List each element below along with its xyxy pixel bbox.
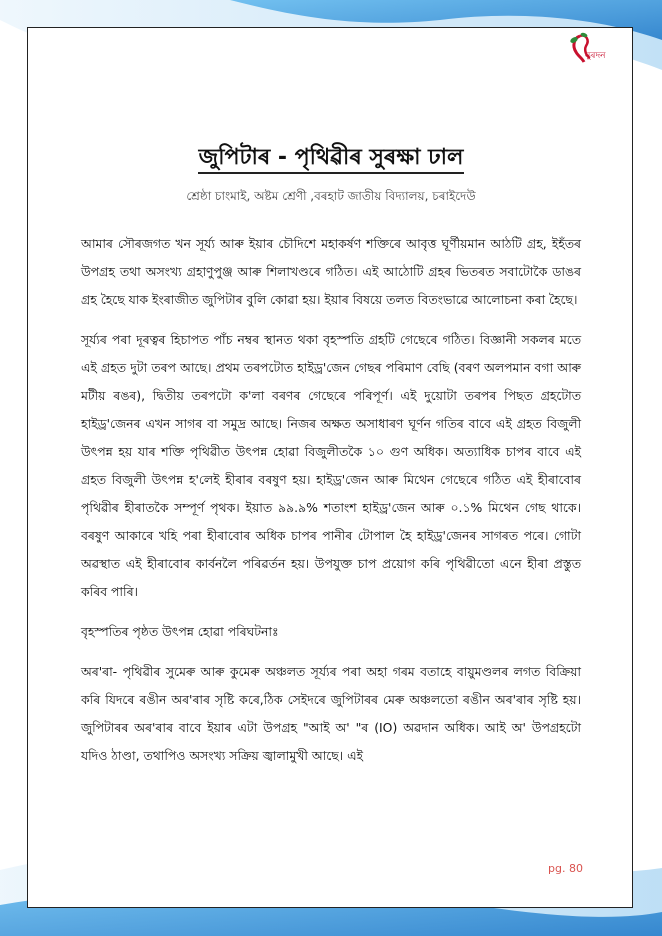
paragraph: আমাৰ সৌৰজগত খন সূৰ্য্য আৰু ইয়াৰ চৌদিশে মহাকৰ্ষণ শক্তিৰে আবৃত্ত ঘূৰ্ণীয়মান আঠটি গ্ৰহ, ইহঁতৰ উপগ্ৰহ তথা অসংখ্য গ্ৰহাণুপুঞ্জ আৰু শিলাখণ্ডৰে গঠিত। এই আঠোটি গ্ৰহৰ ভিতৰত সবাটোকৈ ডাঙৰ গ্ৰহ হৈছে যাক ইংৰাজীত জুপিটাৰ বুলি কোৱা হয়। ইয়াৰ বিষয়ে তলত বিতংভাৱে আলোচনা কৰা হৈছে। <box>81 236 581 307</box>
author-line: শ্ৰেষ্ঠা চাংমাই, অষ্টম শ্ৰেণী ,বৰহাট জাতীয় বিদ্যালয়, চৰাইদেউ <box>186 189 476 203</box>
article-body <box>81 230 581 782</box>
article-title: জুপিটাৰ - পৃথিৱীৰ সুৰক্ষা ঢাল <box>198 145 464 170</box>
section-heading: বৃহস্পতিৰ পৃষ্ঠত উৎপন্ন হোৱা পৰিঘটনাঃ <box>81 624 279 639</box>
paragraph: সূৰ্য্যৰ পৰা দূৰত্বৰ হিচাপত পাঁচ নম্বৰ স্থানত থকা বৃহস্পতি গ্ৰহটি গেছেৰে গঠিত। বিজ্ঞানী সকলৰ মতে এই গ্ৰহত দুটা তৰপ আছে। প্ৰথম তৰপটোত হাইড্ৰ'জেন গেছৰ পৰিমাণ বেছি (বৰণ অলপমান বগা আৰু মটীয় ৰঙৰ), দ্বিতীয় তৰপটো ক'লা বৰণৰ গেছেৰে পৰিপূৰ্ণ। এই দুয়োটা তৰপৰ পিছত গ্ৰহটোত হাইড্ৰ'জেনৰ এখন সাগৰ বা সমুদ্ৰ আছে। নিজৰ অক্ষত অসাধাৰণ ঘূৰ্ণন গতিৰ বাবে এই গ্ৰহত বিজুলী উৎপন্ন হয় যাৰ শক্তি পৃথিৱীত উৎপন্ন হোৱা বিজুলীতকৈ ১০ গুণ অধিক। অত্যাধিক চাপৰ বাবে এই গ্ৰহত বিজুলী উৎপন্ন হ'লেই হীৰাৰ বৰষুণ হয়। হাইড্ৰ'জেন আৰু মিথেন গেছেৰে গঠিত এই হীৰাবোৰ পৃথিৱীৰ হীৰাতকৈ সম্পূৰ্ণ পৃথক। ইয়াত ৯৯.৯% শতাংশ হাইড্ৰ'জেন আৰু ০.১% মিথেন গেছ থাকে। বৰষুণ আকাৰে খহি পৰা হীৰাবোৰ অধিক চাপৰ পানীৰ টোপাল হৈ হাইড্ৰ'জেনৰ সাগৰত পৰে। গোটা অৱস্থাত এই হীৰাবোৰ কাৰ্বনলৈ পৰিৱৰ্তন হয়। উপযুক্ত চাপ প্ৰয়োগ কৰি পৃথিৱীতো এনে হীৰা প্ৰস্তুত কৰিব পাৰি। <box>81 332 581 599</box>
logo-wordmark: নুৰদন <box>585 51 606 61</box>
title-underline <box>198 172 464 174</box>
paragraph: অৰ'ৰা- পৃথিৱীৰ সুমেৰু আৰু কুমেৰু অঞ্চলত সূৰ্য্যৰ পৰা অহা গৰম বতাহে বায়ুমণ্ডলৰ লগত বিক্ৰিয়া কৰি যিদৰে ৰঙীন অৰ'ৰাৰ সৃষ্টি কৰে,ঠিক সেইদৰে জুপিটাৰৰ মেৰু অঞ্চলতো ৰঙীন অৰ'ৰাৰ সৃষ্টি হয়। জুপিটাৰৰ অৰ'ৰাৰ বাবে ইয়াৰ এটা উপগ্ৰহ "আই অ' "ৰ (IO) অৱদান অধিক। আই অ' উপগ্ৰহটো যদিও ঠাণ্ডা, তথাপিও অসংখ্য সক্ৰিয় জ্বালামুখী আছে। এই <box>81 664 581 763</box>
page-number: pg. 80 <box>548 862 583 875</box>
